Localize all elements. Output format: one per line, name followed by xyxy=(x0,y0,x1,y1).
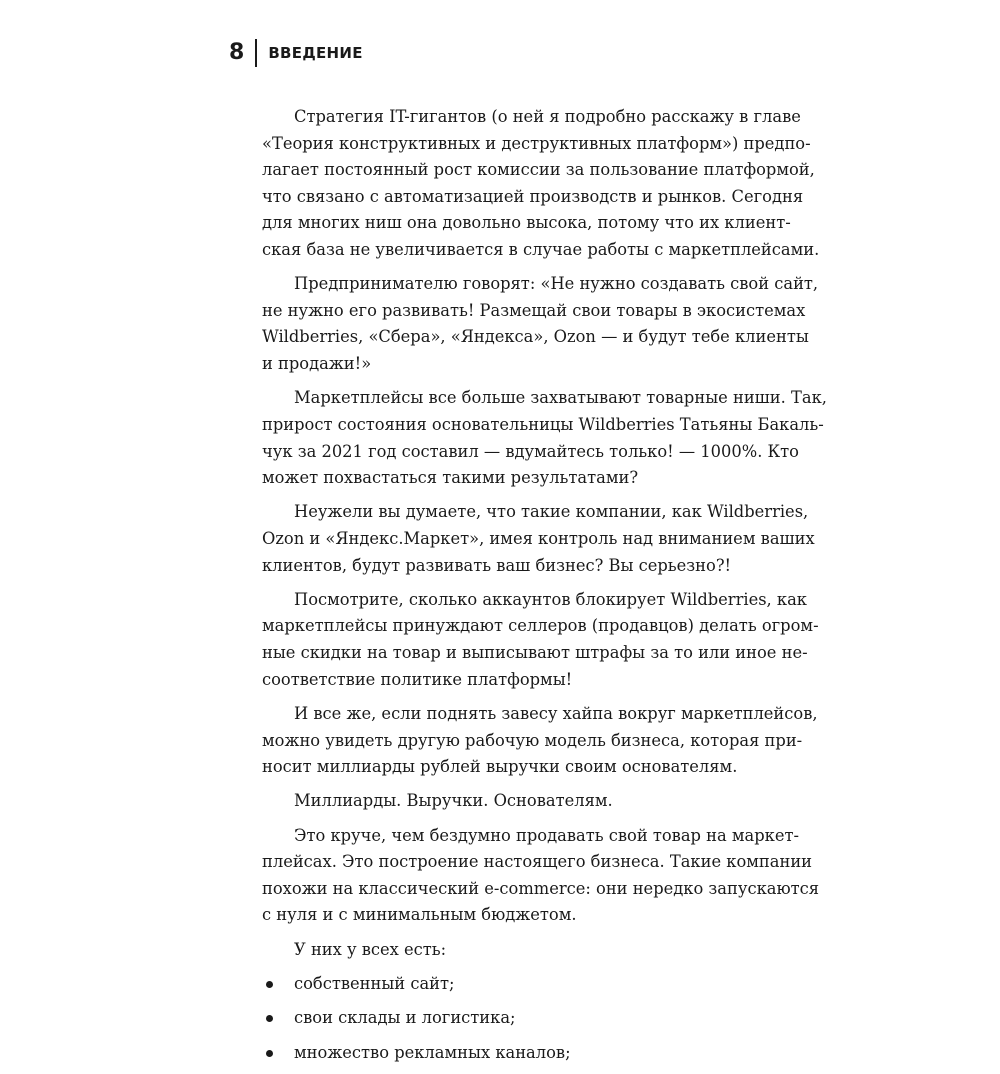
text-line: что связано с автоматизацией производств и рынков. Сегодня xyxy=(262,186,804,206)
text-line: Миллиарды. Выручки. Основателям. xyxy=(294,791,613,811)
paragraph xyxy=(262,788,792,815)
list-item-text: свои склады и логистика; xyxy=(294,1008,516,1028)
text-line: с нуля и с минимальным бюджетом. xyxy=(262,905,577,925)
list-item-text: множество рекламных каналов; xyxy=(294,1042,571,1062)
bullet-dot-icon xyxy=(266,981,273,988)
paragraph xyxy=(262,823,820,929)
text-line: плейсах. Это построение настоящего бизнеса. Такие компании xyxy=(262,852,813,872)
text-line: маркетплейсы принуждают селлеров (продавцов) делать огром- xyxy=(262,616,819,636)
text-line: Неужели вы думаете, что такие компании, как Wildberries, xyxy=(294,502,809,522)
text-line: Это круче, чем бездумно продавать свой товар на маркет- xyxy=(294,825,799,845)
bullet-dot-icon xyxy=(266,1050,273,1057)
text-line: соответствие политике платформы! xyxy=(262,669,573,689)
text-line: «Теория конструктивных и деструктивных платформ») предпо- xyxy=(262,133,811,153)
body-text xyxy=(262,104,827,1074)
paragraph xyxy=(262,499,815,579)
paragraph xyxy=(262,104,820,264)
header-divider xyxy=(255,39,257,67)
text-line: Wildberries, «Сбера», «Яндекса», Ozon — и будут тебе клиенты xyxy=(262,327,809,347)
text-line: можно увидеть другую рабочую модель бизнеса, которая при- xyxy=(262,730,803,750)
text-line: И все же, если поднять завесу хайпа вокруг маркетплейсов, xyxy=(294,703,818,723)
text-line: ные скидки на товар и выписывают штрафы за то или иное не- xyxy=(262,643,808,663)
text-line: У них у всех есть: xyxy=(294,939,447,959)
paragraph xyxy=(262,587,819,693)
paragraph xyxy=(262,271,819,377)
text-line: чук за 2021 год составил — вдумайтесь только! — 1000%. Кто xyxy=(262,441,799,461)
text-line: лагает постоянный рост комиссии за пользование платформой, xyxy=(262,160,815,180)
text-line: для многих ниш она довольно высока, потому что их клиент- xyxy=(262,213,791,233)
text-line: не нужно его развивать! Размещай свои товары в экосистемах xyxy=(262,300,806,320)
text-line: клиентов, будут развивать ваш бизнес? Вы серьезно?! xyxy=(262,555,732,575)
text-line: Ozon и «Яндекс.Маркет», имея контроль над вниманием ваших xyxy=(262,528,815,548)
text-line: похожи на классический e-commerce: они нередко запускаются xyxy=(262,878,820,898)
text-line: прирост состояния основательницы Wildberries Татьяны Бакаль- xyxy=(262,414,824,434)
text-line: и продажи!» xyxy=(262,354,372,374)
text-line: Предпринимателю говорят: «Не нужно создавать свой сайт, xyxy=(294,274,819,294)
text-line: носит миллиарды рублей выручки своим основателям. xyxy=(262,757,738,777)
text-line: ская база не увеличивается в случае работы с маркетплейсами. xyxy=(262,239,820,259)
section-title: ВВЕДЕНИЕ xyxy=(268,44,363,62)
text-line: Посмотрите, сколько аккаунтов блокирует Wildberries, как xyxy=(294,589,807,609)
paragraph xyxy=(262,385,827,491)
bullet-list xyxy=(262,971,792,1066)
paragraph xyxy=(262,937,792,964)
list-item xyxy=(262,1040,792,1067)
text-line: может похвастаться такими результатами? xyxy=(262,468,639,488)
page-number: 8 xyxy=(229,40,245,65)
text-line: Маркетплейсы все больше захватывают товарные ниши. Так, xyxy=(294,388,827,408)
paragraph xyxy=(262,701,818,781)
text-line: Стратегия IT-гигантов (о ней я подробно расскажу в главе xyxy=(294,107,801,126)
bullet-dot-icon xyxy=(266,1015,273,1022)
running-header xyxy=(229,38,363,68)
list-item xyxy=(262,971,792,998)
list-item-text: собственный сайт; xyxy=(294,974,455,993)
list-item xyxy=(262,1005,792,1032)
